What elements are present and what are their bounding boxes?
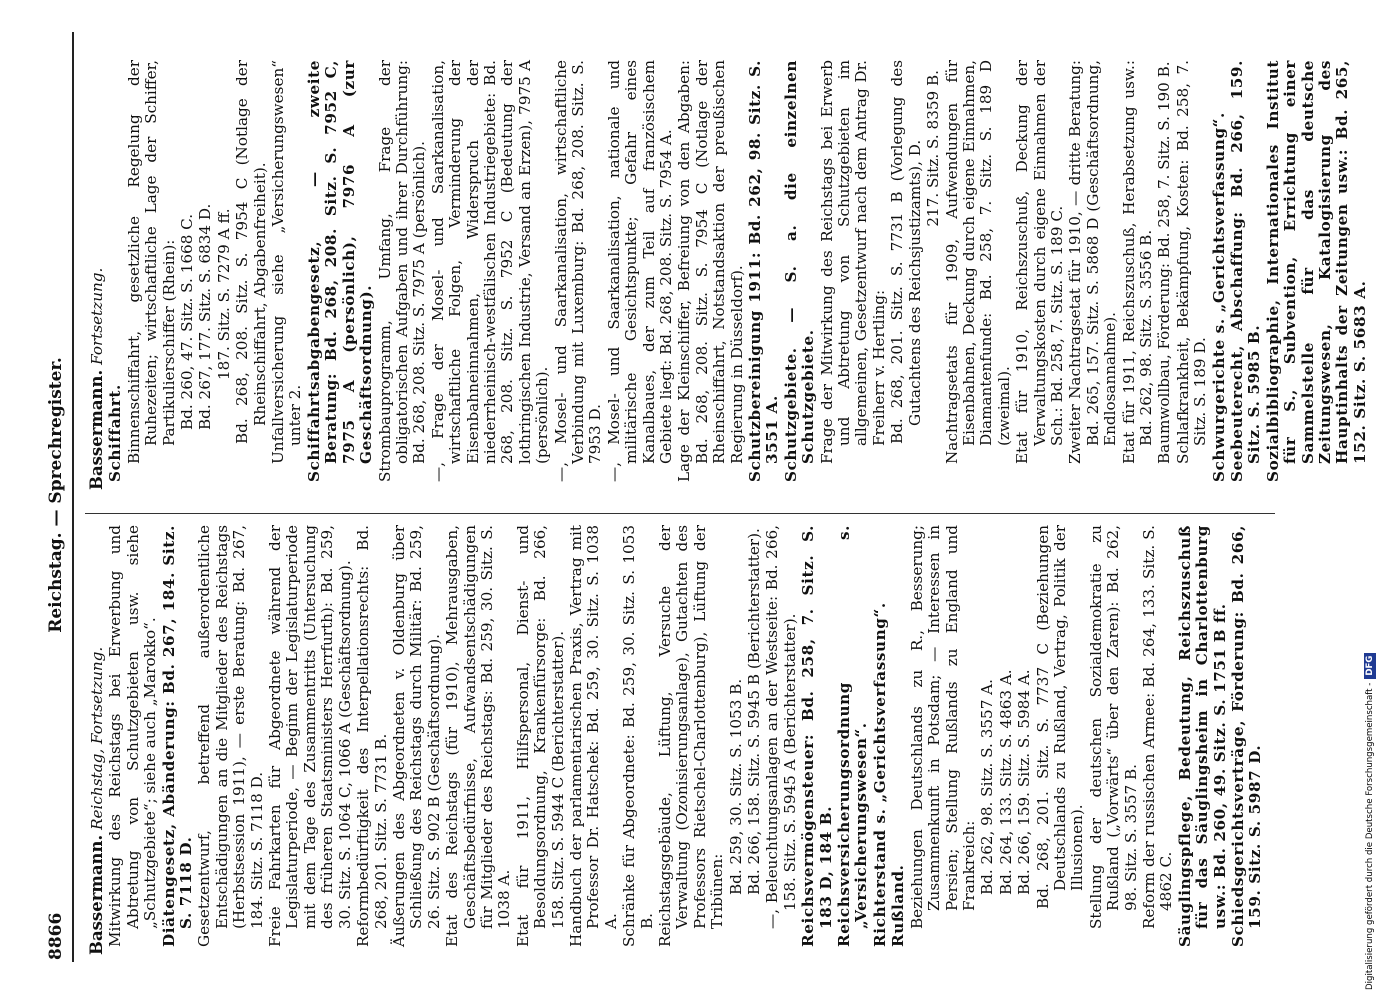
page-number: 8866: [46, 912, 66, 960]
index-entry: Schlafkrankheit, Bekämpfung, Kosten: Bd. 258, 7. Sitz. S. 189 D.: [1173, 60, 1210, 464]
index-reference: Bd. 259, 30. Sitz. S. 1053 B.: [726, 678, 745, 895]
index-entry: Seebeuterecht, Abschaffung: Bd. 266, 159. Sitz. S. 5985 B.: [1228, 60, 1264, 482]
index-reference: Bd. 262, 98. Sitz. S. 3557 A.: [978, 679, 997, 895]
continuation-note: Fortsetzung.: [88, 267, 106, 365]
index-reference: Bd. 268, 201. Sitz. S. 7737 C (Beziehungen Deutschlands zu Rußland, Vertrag, Politik der Illusionen).: [1033, 525, 1087, 909]
index-entry: Etat des Reichstags (für 1910), Mehrausgaben, Geschäftsbedürfnisse, Aufwandsentschädigungen für Mitglieder des Reichstags: Bd. 259, 30. Sitz. S. 1038 A.: [443, 525, 514, 947]
index-entry: Schutzbereinigung 1911: Bd. 262, 98. Sitz. S. 3551 A.: [746, 60, 782, 482]
index-reference: Bd. 264, 133. Sitz. S. 4863 A.: [996, 669, 1015, 895]
index-entry: Handbuch der parlamentarischen Praxis, Vertrag mit Professor Dr. Hatschek: Bd. 259, 30. Sitz. S. 1038 A.: [566, 525, 620, 947]
stamp-text: Digitalisierung gefördert durch die Deutsche Forschungsgemeinschaft -: [1365, 682, 1375, 990]
index-heading: Schiffahrt.: [106, 384, 125, 482]
index-reference: Bd. 266, 159. Sitz. S. 5984 A.: [1015, 669, 1034, 895]
index-entry: —, Mosel- und Saarkanalisation, wirtschaftliche Verbindung mit Luxemburg: Bd. 268, 208. Sitz. S. 7953 D.: [551, 60, 605, 482]
page-header: [42, 30, 72, 960]
index-reference: Bd. 260, 47. Sitz. S. 1668 C.: [178, 213, 197, 430]
index-entry: Schiffahrtsabgabengesetz, — zweite Beratung: Bd. 268, 208. Sitz. S. 7952 C, 7975 A (persönlich), 7976 A (zur Geschäftsordnung).: [304, 60, 376, 482]
index-entry: Frage der Mitwirkung des Reichstags bei Erwerb und Abtretung von Schutzgebieten im allgemeinen, Gesetzentwurf nach dem Antrag Dr. Freiherr v. Hertling:: [817, 60, 888, 464]
index-entry: Schwurgerichte s. „Gerichtsverfassung“.: [1209, 112, 1228, 482]
header-rule: [72, 32, 74, 962]
index-entry: Binnenschiffahrt, gesetzliche Regelung der Ruhezeiten; wirtschaftliche Lage der Schiffer, Partikulierschiffer (Rhein):: [124, 60, 178, 464]
index-entry: Etat für 1911, Reichszuschuß, Herabsetzung usw.: Bd. 262, 98. Sitz. S. 3556 B.: [1119, 60, 1155, 464]
index-entry: Reform der russischen Armee: Bd. 264, 133. Sitz. S. 4862 C.: [1139, 525, 1176, 929]
index-entry: Schränke für Abgeordnete: Bd. 259, 30. Sitz. S. 1053 B.: [620, 525, 656, 947]
index-entry: Etat für 1911, Hilfspersonal, Dienst- und Besoldungsordnung, Krankenfürsorge: Bd. 266, 158. Sitz. S. 5944 C (Berichterstatter).: [513, 525, 567, 947]
index-entry: Äußerungen des Abgeordneten v. Oldenburg über Schließung des Reichstags durch Militär: Bd. 259, 26. Sitz. S. 902 B (Geschäftsordnung).: [389, 525, 443, 947]
index-entry: Strombauprogramm, Umfang, Frage der obligatorischen Aufgaben und ihrer Durchführung: Bd. 268, 208. Sitz. S. 7975 A (persönlich).: [375, 60, 429, 482]
index-entry: Gesetzentwurf, betreffend außerordentliche Entschädigungen an die Mitglieder des Reichstags (Herbstsession 1911), — erste Beratung: Bd. 267, 184. Sitz. S. 7118 D.: [195, 525, 266, 947]
index-reference: 217. Sitz. S. 8359 B.: [924, 70, 943, 227]
index-entry: Reichsversicherungsordnung s. „Versicherungswesen“.: [835, 525, 871, 947]
entry-name: Bassermann.: [87, 834, 106, 955]
column-divider: [85, 513, 1275, 514]
right-column: [88, 60, 1370, 490]
index-entry: Stellung der deutschen Sozialdemokratie zu Rußland („Vorwärts“ über den Zaren): Bd. 262, 98. Sitz. S. 3557 B.: [1086, 525, 1140, 929]
index-heading: Schutzgebiete. — S. a. die einzelnen Schutzgebiete.: [781, 60, 818, 482]
running-title: Reichstag. — Sprechregister.: [46, 357, 66, 633]
entry-name: Bassermann.: [87, 369, 106, 490]
index-heading: Rußland.: [889, 864, 908, 947]
left-column: [88, 525, 1266, 955]
index-entry: Freie Fahrkarten für Abgeordnete während der Legislaturperiode, — Beginn der Legislaturperiode mit dem Tage des Zusammentritts (Untersuchung des früheren Staatsministers Herrfurth): Bd. 259, 30. Sitz. S. 1064 C, 1066 A (Geschäftsordnung).: [266, 525, 354, 947]
index-entry: Zweiter Nachtragsetat für 1910, — dritte Beratung: Bd. 265, 157. Sitz. S. 5868 D (Geschäftsordnung, Endlosannahme).: [1066, 60, 1120, 464]
index-entry: Baumwollbau, Förderung: Bd. 258, 7. Sitz. S. 190 B.: [1155, 61, 1174, 464]
index-entry: Säuglingspflege, Bedeutung, Reichszuschuß für das Säuglingsheim in Charlottenburg usw.: Bd. 260, 49. Sitz. S. 1751 B ff.: [1175, 525, 1229, 947]
index-entry: Reformbedürftigkeit des Interpellationsrechts: Bd. 268, 201. Sitz. S. 7731 B.: [354, 525, 390, 947]
index-entry: Schiedsgerichtsverträge, Förderung: Bd. 266, 159. Sitz. S. 5987 D.: [1229, 525, 1265, 947]
dfg-logo: DFG: [1364, 653, 1376, 679]
index-entry: —, Frage der Mosel- und Saarkanalisation, wirtschaftliche Folgen, Verminderung der Eisenbahneinnahmen, Widerspruch der niederrheinisch-westfälischen Industriegebiete: Bd. 268, 208. Sitz. S. 7952 C (Bedeutung der lothringischen Industrie, Versand an Erzen), 7975 A (persönlich).: [428, 60, 552, 482]
index-entry: Reichstagsgebäude, Lüftung, Versuche der Verwaltung (Ozonisierungsanlage), Gutachten des Professors Rietschel-Charlottenburg), Lüftung der Tribünen:: [656, 525, 727, 947]
index-reference: Bd. 268, 201. Sitz. S. 7731 B (Vorlegung des Gutachtens des Reichsjustizamts), D.: [888, 60, 924, 444]
digitization-stamp: [1360, 10, 1380, 990]
index-entry: Diätengesetz, Abänderung: Bd. 267, 184. Sitz. S. 7118 D.: [159, 525, 196, 947]
index-entry: —, Mosel- und Saarkanalisation, nationale und militärische Gesichtspunkte; Gefahr eines Kanalbaues, der zum Teil auf französischem Gebiete liegt: Bd. 268, 208. Sitz. S. 7954 A.: [604, 60, 675, 482]
index-reference: 187. Sitz. S. 7279 A ff.: [214, 208, 233, 380]
index-entry: Mitwirkung des Reichstags bei Erwerbung und Abtretung von Schutzgebieten usw. siehe „Schutzgebiete“; siehe auch „Marokko“.: [106, 525, 160, 947]
index-reference: Bd. 266, 158. Sitz. S. 5945 B (Berichterstatter).: [745, 528, 764, 895]
index-reference: Bd. 268, 208. Sitz. S. 7954 C (Notlage der Rheinschiffahrt, Abgabenfreiheit).: [233, 60, 269, 444]
index-reference: Bd. 267, 177. Sitz. S. 6834 D.: [196, 203, 215, 430]
continuation-note: Reichstag, Fortsetzung.: [88, 646, 106, 830]
index-entry: Reichsvermögensteuer: Bd. 258, 7. Sitz. S. 183 D, 184 B.: [799, 525, 835, 947]
index-entry: Sozialbibliographie, Internationales Institut für S., Subvention, Errichtung einer Sammelstelle für das deutsche Zeitungswesen, Katalogisierung des Hauptinhalts der Zeitungen usw.: Bd. 265, 152. Sitz. S. 5683 A.: [1263, 60, 1369, 482]
index-entry: —, Beleuchtungsanlagen an der Westseite: Bd. 266, 158. Sitz. S. 5945 A (Berichterstatter).: [763, 525, 799, 929]
index-entry: Etat für 1910, Reichszuschuß, Deckung der Verwaltungskosten durch eigene Einnahmen der Sch.: Bd. 258, 7. Sitz. S. 189 C.: [1013, 60, 1066, 464]
index-entry: Unfallversicherung siehe „Versicherungswesen“ unter 2.: [269, 60, 305, 464]
index-entry: Richterstand s. „Gerichtsverfassung“.: [870, 602, 889, 947]
index-entry: Nachtragsetats für 1909, Aufwendungen für Eisenbahnen, Deckung durch eigene Einnahmen, Diamantenfunde: Bd. 258, 7. Sitz. S. 189 D (zweimal).: [942, 60, 1013, 464]
index-entry: Lage der Kleinschiffer, Befreiung von den Abgaben: Bd. 268, 208. Sitz. S. 7954 C (Notlage der Rheinschiffahrt, Notstandsaktion der preußischen Regierung in Düsseldorf).: [675, 60, 746, 482]
index-entry: Beziehungen Deutschlands zu R., Besserung; Zusammenkunft in Potsdam; — Interessen in Persien; Stellung Rußlands zu England und Frankreich:: [907, 525, 978, 929]
